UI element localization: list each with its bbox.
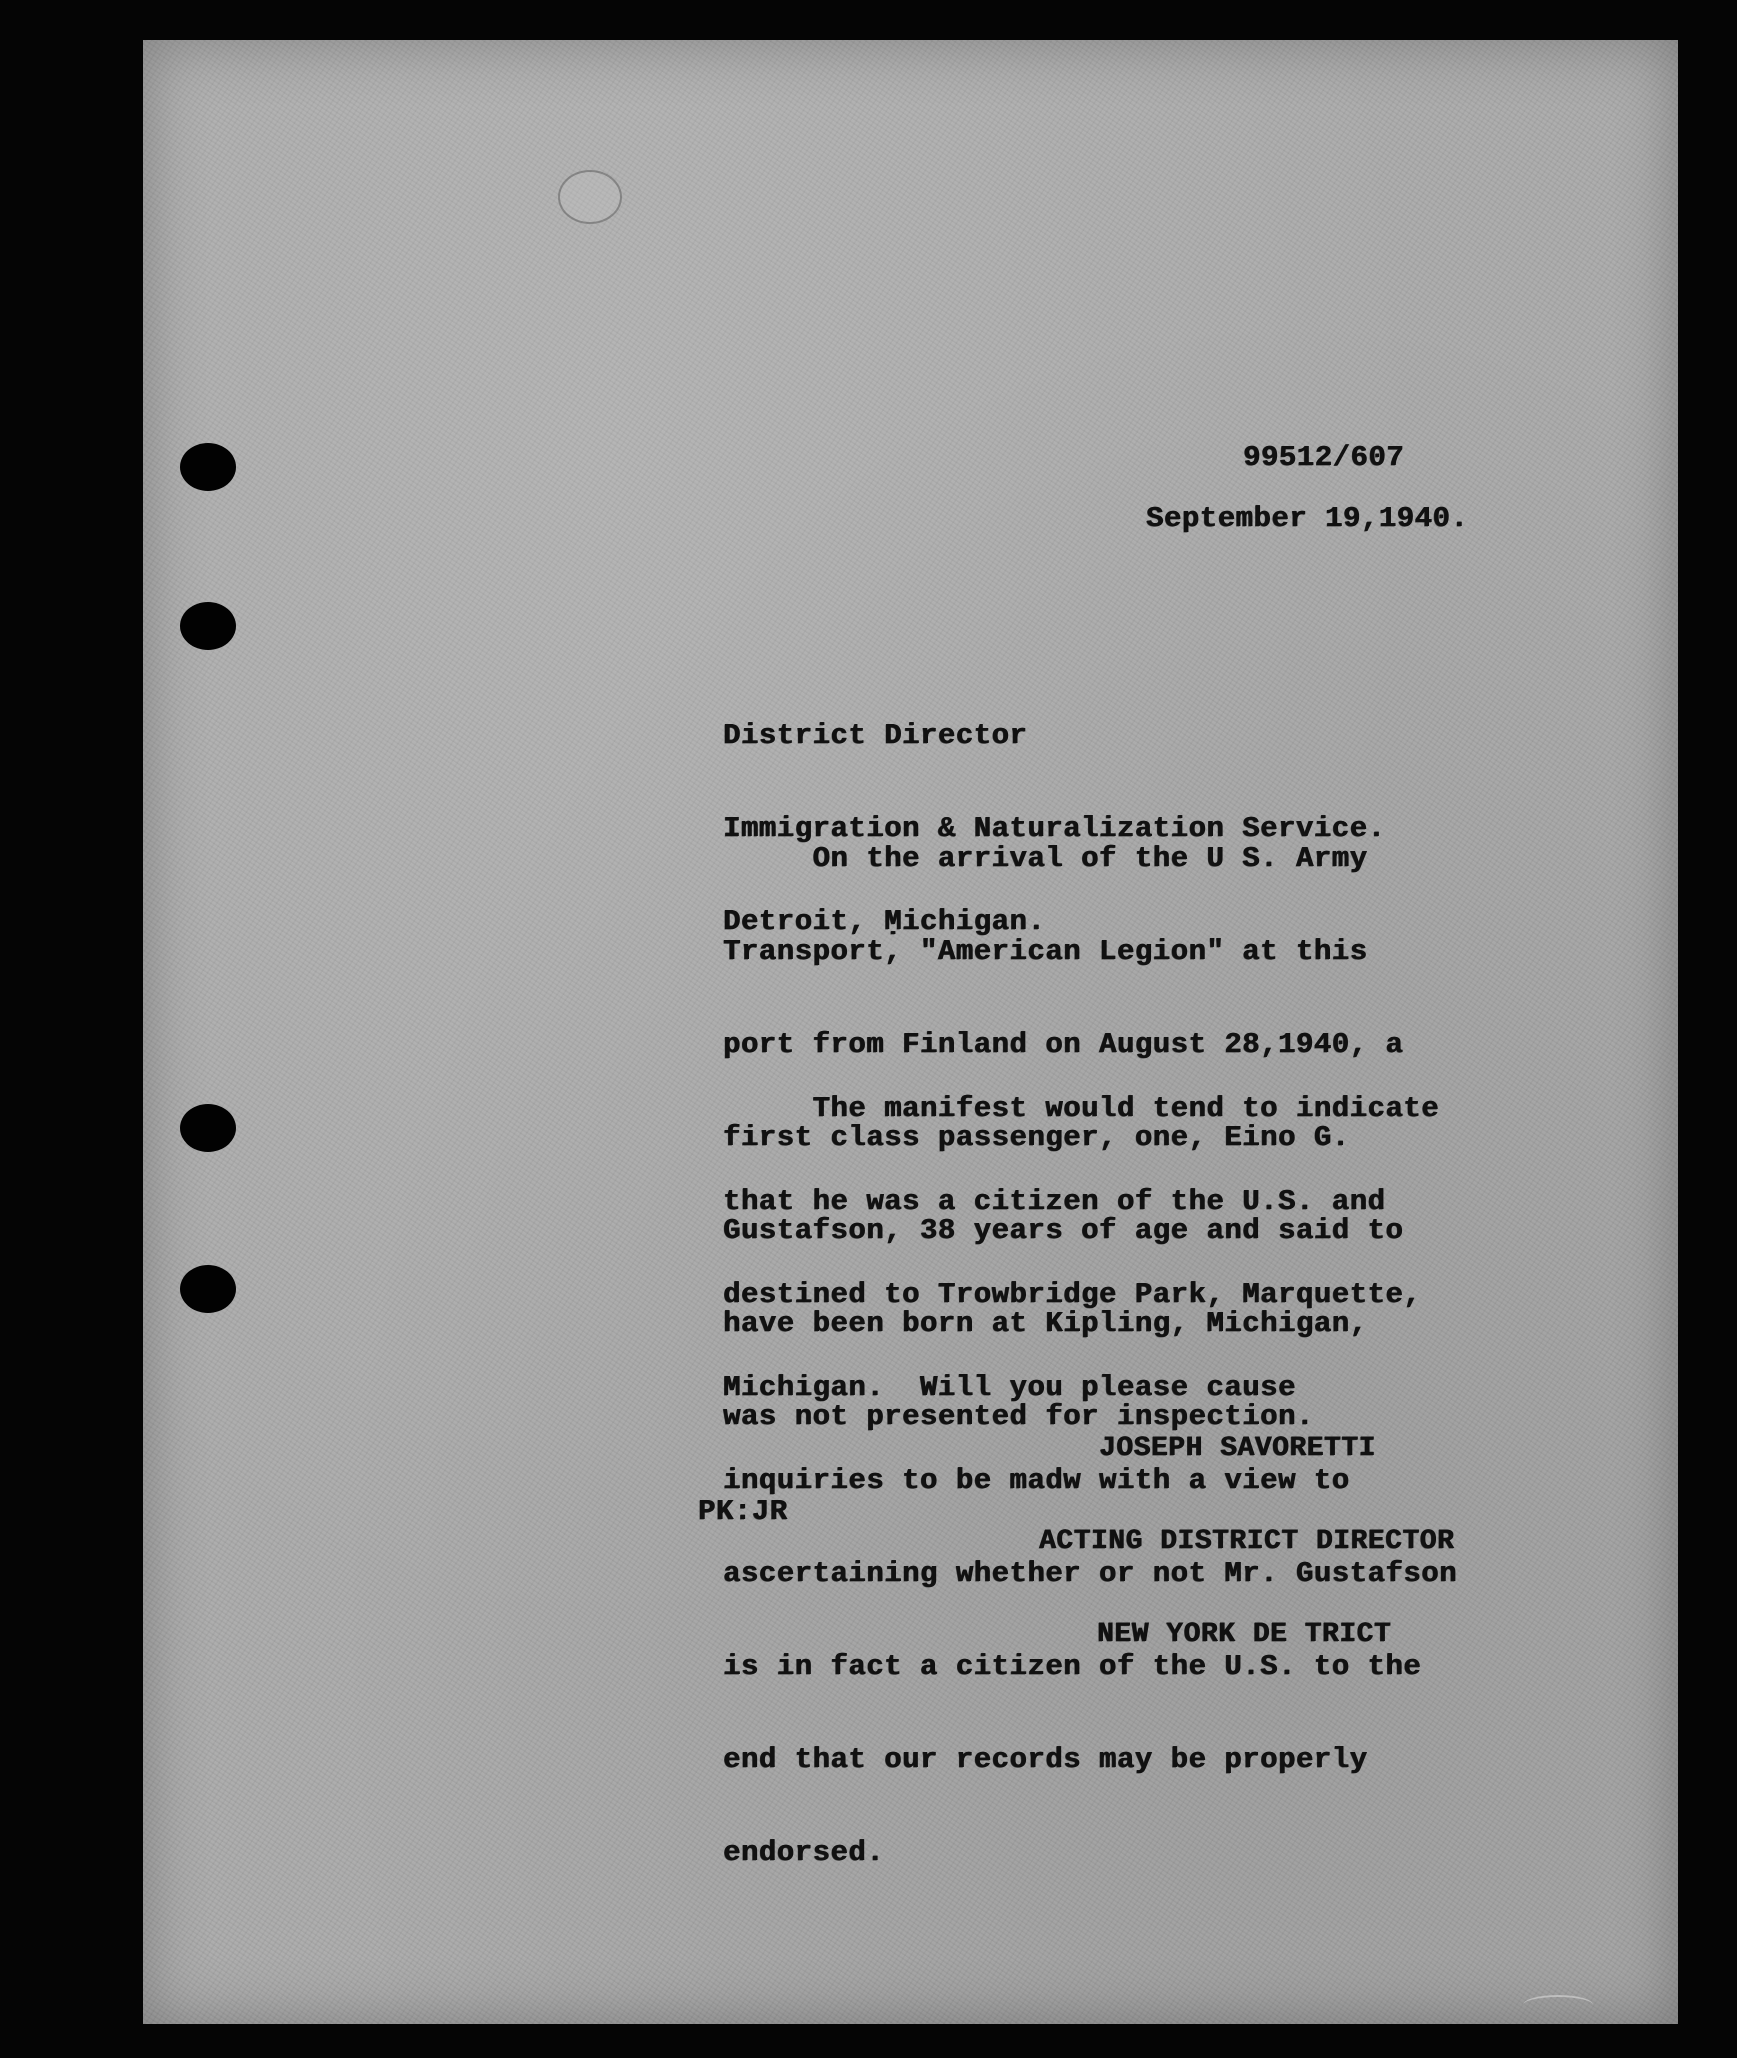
letter-sheet (143, 40, 1678, 2024)
letter-date: September 19,1940. (1146, 502, 1469, 535)
file-number: 99512/607 (1243, 441, 1405, 474)
body-line: ascertaining whether or not Mr. Gustafson (723, 1557, 1458, 1590)
body-line: first class passenger, one, Eino G. (723, 1121, 1350, 1154)
signer-name: JOSEPH SAVORETTI (1099, 1433, 1376, 1464)
punch-hole (180, 1265, 236, 1313)
body-line: was not presented for inspection. (723, 1400, 1314, 1433)
punch-hole (180, 1104, 236, 1152)
signature-block (1039, 1371, 1454, 1712)
paper-scratch (1523, 1995, 1593, 2015)
signer-title: ACTING DISTRICT DIRECTOR (1039, 1526, 1455, 1557)
body-line: The manifest would tend to indicate (723, 1092, 1440, 1125)
body-line: inquiries to be madw with a view to (723, 1464, 1350, 1497)
body-line: have been born at Kipling, Michigan, (723, 1307, 1368, 1340)
body-line: that he was a citizen of the U.S. and (723, 1185, 1386, 1218)
signer-district: NEW YORK DE TRICT (1097, 1619, 1392, 1650)
body-line: endorsed. (723, 1836, 885, 1869)
address-line: Immigration & Naturalization Service. (723, 812, 1386, 845)
paper-smudge (558, 170, 622, 224)
body-line: Gustafson, 38 years of age and said to (723, 1214, 1404, 1247)
typist-initials: PK:JR (698, 1495, 788, 1528)
body-line: Transport, "American Legion" at this (723, 935, 1368, 968)
body-line: port from Finland on August 28,1940, a (723, 1028, 1404, 1061)
punch-hole (180, 443, 236, 491)
address-line: District Director (723, 719, 1028, 752)
body-line: On the arrival of the U S. Army (723, 842, 1368, 875)
body-line: is in fact a citizen of the U.S. to the (723, 1650, 1422, 1683)
punch-hole (180, 602, 236, 650)
address-line: Detroit, Ṃichigan. (723, 905, 1046, 938)
body-line: destined to Trowbridge Park, Marquette, (723, 1278, 1422, 1311)
body-line: end that our records may be properly (723, 1743, 1368, 1776)
body-line: Michigan. Will you please cause (723, 1371, 1296, 1404)
